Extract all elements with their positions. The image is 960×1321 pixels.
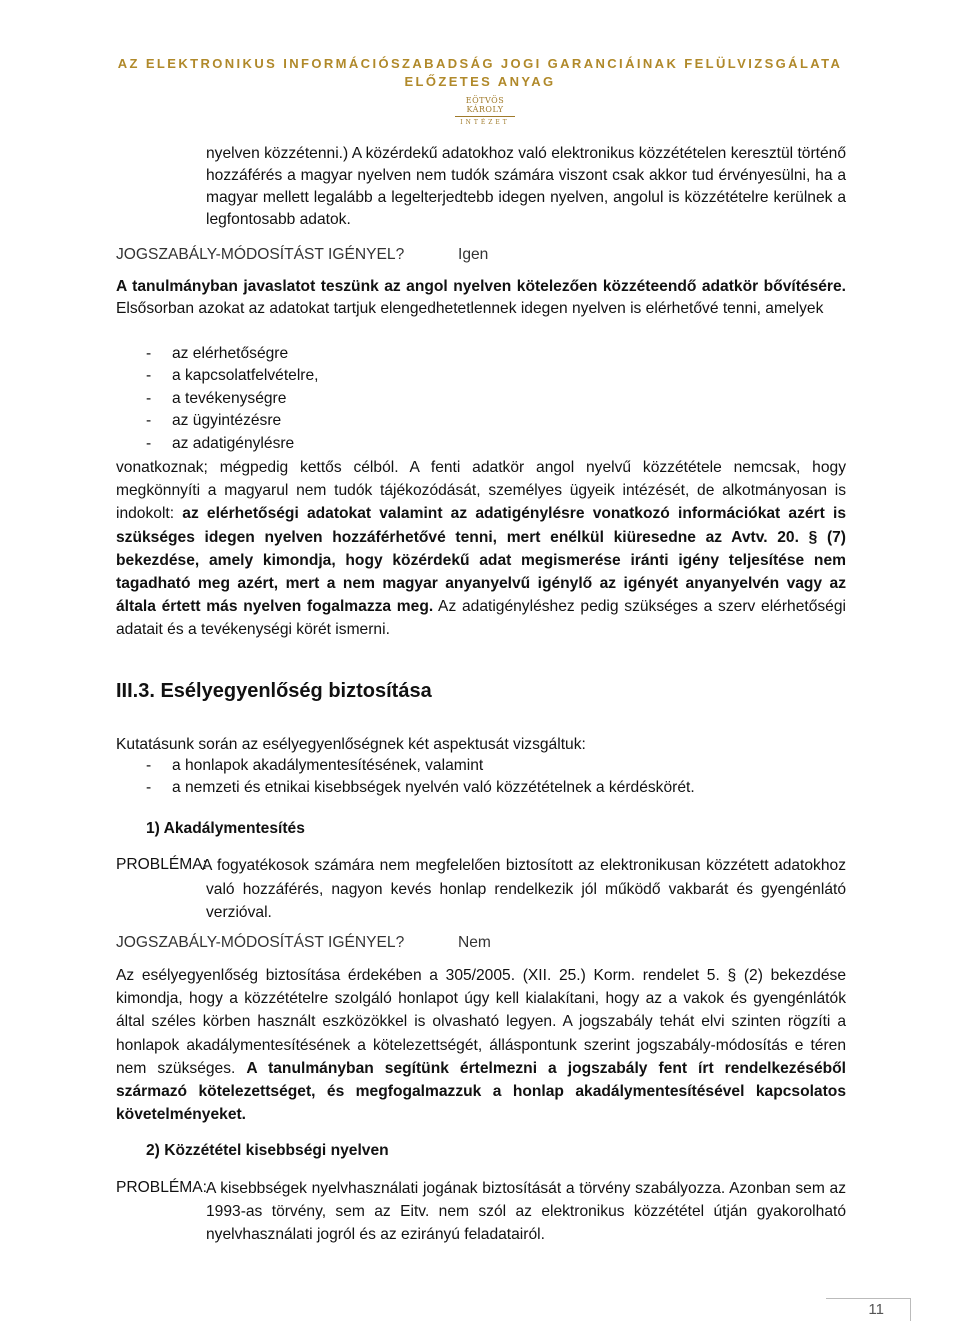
header-title: AZ ELEKTRONIKUS INFORMÁCIÓSZABADSÁG JOGI GARANCIÁINAK FELÜLVIZSGÁLATA <box>117 56 843 71</box>
proposal-list <box>146 343 319 455</box>
section-title: III.3. Esélyegyenlőség biztosítása <box>116 680 432 702</box>
institute-logo <box>452 90 518 126</box>
list-item: - az ügyintézésre <box>146 412 282 430</box>
question-answer: Igen <box>458 246 489 263</box>
page-number-box <box>826 1298 911 1321</box>
logo-divider <box>455 116 515 117</box>
list-item: - a honlapok akadálymentesítésének, valamint <box>146 757 484 774</box>
question-label-2: JOGSZABÁLY-MÓDOSÍTÁST IGÉNYEL? <box>116 934 405 951</box>
list-item: - az elérhetőségre <box>146 345 289 362</box>
section-intro: Kutatásunk során az esélyegyenlőségnek két aspektusát vizsgáltuk: <box>116 736 586 753</box>
list-item: - a kapcsolatfelvételre, <box>146 367 319 385</box>
list-item: - az adatigénylésre <box>146 434 295 452</box>
subsection-title-2: 2) Közzététel kisebbségi nyelven <box>146 1142 389 1159</box>
page-number: 11 <box>868 1301 884 1318</box>
problem-label-1: PROBLÉMA: <box>116 856 207 873</box>
list-item: - a nemzeti és etnikai kisebbségek nyelvén való közzétételnek a kérdéskörét. <box>146 779 695 797</box>
intro-paragraph: nyelven közzétenni.) A közérdekű adatokhoz való elektronikus közzétételen keresztül történő hozzáférés a magyar nyelven nem tudók számára viszont csak akkor tud érvényesülni, ha a magyar mellett legalább a legelterjedtebb idegen nyelven, angolul is közzétételre kerülnek a legfontosabb adatok. <box>206 145 846 228</box>
problem-text-2: A kisebbségek nyelvhasználati jogának biztosítását a törvény szabályozza. Azonban sem az 1993-as törvény, sem az Eitv. nem szól az elektronikus közzététel útján gyakorolható nyelvhasználati jogról és az ezirányú feladatairól. <box>206 1180 846 1243</box>
question-answer-2: Nem <box>458 934 491 951</box>
list-item: - a tevékenységre <box>146 389 287 407</box>
logo-name: EÖTVÖS KÁROLY <box>465 96 505 114</box>
proposal-bold: A tanulmányban javaslatot teszünk az angol nyelven kötelezően közzéteendő adatkör bővítésére. <box>116 278 846 295</box>
accessibility-paragraph: Az esélyegyenlőség biztosítása érdekében a 305/2005. (XII. 25.) Korm. rendelet 5. § (2) bekezdése kimondja, hogy a közzétételre szolgáló honlapot úgy kell kialakítani, hogy az a vakok és gyengénlátók által széles körben használt eszközökkel is olvasható legyen. A jogszabály tehát elvi szinten rögzíti a honlapok akadálymentesítésének a kötelezettségét, álláspontunk szerint jogszabály-módosítás e téren nem szükséges. A tanulmányban segítünk értelmezni a jogszabály fent írt rendelkezéséből származó kötelezettséget, és megfogalmazzuk a honlap akadálymentesítésével kapcsolatos követelményeket. <box>116 967 847 1124</box>
question-label: JOGSZABÁLY-MÓDOSÍTÁST IGÉNYEL? <box>116 246 405 263</box>
justification-paragraph: vonatkoznak; mégpedig kettős célból. A fenti adatkör angol nyelvű közzététele nemcsak, hogy megkönnyíti a magyarul nem tudók tájékozódását, személyes ügyeik intézését, de alkotmányosan is indokolt: az elérhetőségi adatokat valamint az adatigénylésre vonatkozó információkat azért is szükséges idegen nyelven hozzáférhetővé tenni, mert enélkül kiüresedne az Avtv. 20. § (7) bekezdése, amely kimondja, hogy közérdekű adat megismerése iránti igény teljesítése nem tagadható meg azért, mert a nem magyar anyanyelvű igénylő az igényét anyanyelvén vagy az általa értett más nyelven fogalmazza meg. Az adatigényléshez pedig szükséges a szerv elérhetőségi adatait és a tevékenységi körét ismerni. <box>116 459 846 639</box>
subsection-title-1: 1) Akadálymentesítés <box>146 820 305 837</box>
header-subtitle: ELŐZETES ANYAG <box>404 74 556 89</box>
logo-sub: INTÉZET <box>460 119 510 126</box>
aspects-list <box>146 755 695 800</box>
proposal-text: Elsősorban azokat az adatokat tartjuk elengedhetetlennek idegen nyelven is elérhetővé tenni, amelyek <box>116 300 824 317</box>
problem-label-2: PROBLÉMA: <box>116 1179 207 1196</box>
problem-text-1: A fogyatékosok számára nem megfelelően biztosított az elektronikusan közzétett adatokhoz való hozzáférés, nagyon kevés honlap rendelkezik jól működő vakbarát és gyengénlátó verzióval. <box>202 857 846 921</box>
proposal-paragraph <box>116 276 846 320</box>
